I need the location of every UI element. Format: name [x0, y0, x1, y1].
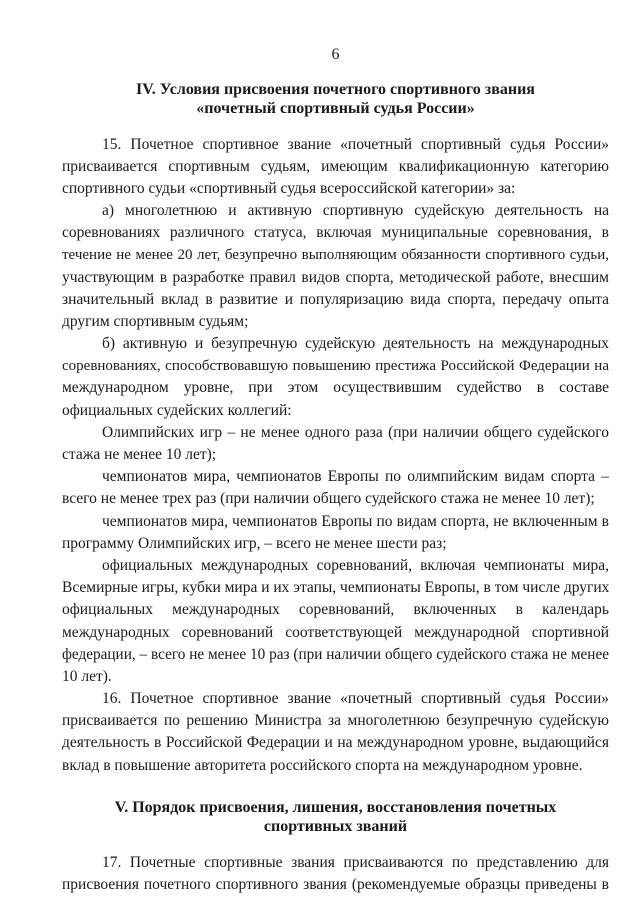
section-5-title-line-1: V. Порядок присвоения, лишения, восстановления почетных [114, 799, 557, 816]
text-line: программу Олимпийских игр, – всего не менее шести раз; [62, 535, 447, 553]
text-line: а) многолетнюю и активную спортивную судейскую деятельность на [102, 202, 609, 219]
text-line: федерации, – всего не менее 10 раз (при наличии общего судейского стажа не менее [62, 645, 609, 663]
text-line: деятельность в Российской Федерации и на международном уровне, выдающийся [62, 734, 609, 752]
championships-non-olympic-item [62, 511, 609, 555]
text-line: чемпионатов мира, чемпионатов Европы по олимпийским видам спорта – [102, 468, 609, 485]
text-line: 10 лет). [62, 667, 112, 685]
text-line: соревнованиях различного статуса, включая муниципальные соревнования, в [62, 224, 609, 242]
text-line: спортивного судьи «спортивный судья всероссийской категории» за: [62, 180, 516, 198]
text-line: официальных международных соревнований, включенных в календарь [62, 601, 609, 619]
text-line: б) активную и безупречную судейскую деятельность на международных [102, 335, 609, 352]
championships-olympic-item [62, 466, 609, 510]
official-international-item [62, 555, 609, 688]
text-line: присвоения почетного спортивного звания (рекомендуемые образцы приведены в [62, 876, 609, 894]
section-4-title-line-1: IV. Условия присвоения почетного спортивного звания [136, 81, 535, 98]
text-line: вклад в повышение авторитета российского спорта на международном уровне. [62, 756, 583, 774]
text-line: чемпионатов мира, чемпионатов Европы по видам спорта, не включенным в [102, 513, 609, 530]
text-line: 15. Почетное спортивное звание «почетный спортивный судья России» [102, 136, 609, 153]
text-line: соревнованиях, способствовавшую повышению престижа Российской Федерации на [62, 358, 609, 375]
item-b [62, 333, 609, 422]
text-line: всего не менее трех раз (при наличии общего судейского стажа не менее 10 лет); [62, 490, 595, 508]
text-line: официальных судейских коллегий: [62, 401, 292, 419]
text-line: другим спортивным судьям; [62, 312, 249, 330]
text-line: Олимпийских игр – не менее одного раза (при наличии общего судейского [102, 424, 609, 441]
text-line: международном уровне, при этом осуществившим судейство в составе [62, 379, 609, 397]
text-line: международных соревнований соответствующей международной спортивной [62, 623, 609, 641]
text-line: течение не менее 20 лет, безупречно выполняющим обязанности спортивного судьи, [62, 247, 609, 264]
page-number: 6 [331, 46, 340, 63]
text-line: Всемирные игры, кубки мира и их этапы, чемпионаты Европы, в том числе других [62, 579, 609, 597]
text-line: официальных международных соревнований, включая чемпионаты мира, [102, 557, 609, 574]
section-4-heading [62, 80, 609, 118]
text-line: 16. Почетное спортивное звание «почетный спортивный судья России» [102, 690, 609, 707]
section-5-heading [62, 798, 609, 836]
olympic-games-item [62, 422, 609, 466]
text-line: присваивается по решению Министра за многолетнюю безупречную судейскую [62, 712, 609, 730]
item-a [62, 200, 609, 333]
text-line: участвующим в разработке правил видов спорта, методической работе, внесшим [62, 268, 609, 286]
paragraph-17 [62, 852, 609, 896]
text-line: присваивается спортивным судьям, имеющим квалификационную категорию [62, 158, 609, 176]
section-5-title-line-2: спортивных званий [263, 818, 408, 835]
section-4-title-line-2: «почетный спортивный судья России» [196, 100, 475, 117]
text-line: значительный вклад в развитие и популяризацию вида спорта, передачу опыта [62, 290, 609, 308]
text-line: 17. Почетные спортивные звания присваиваются по представлению для [102, 854, 609, 871]
paragraph-16 [62, 688, 609, 777]
text-line: стажа не менее 10 лет); [62, 446, 217, 464]
paragraph-15 [62, 134, 609, 201]
